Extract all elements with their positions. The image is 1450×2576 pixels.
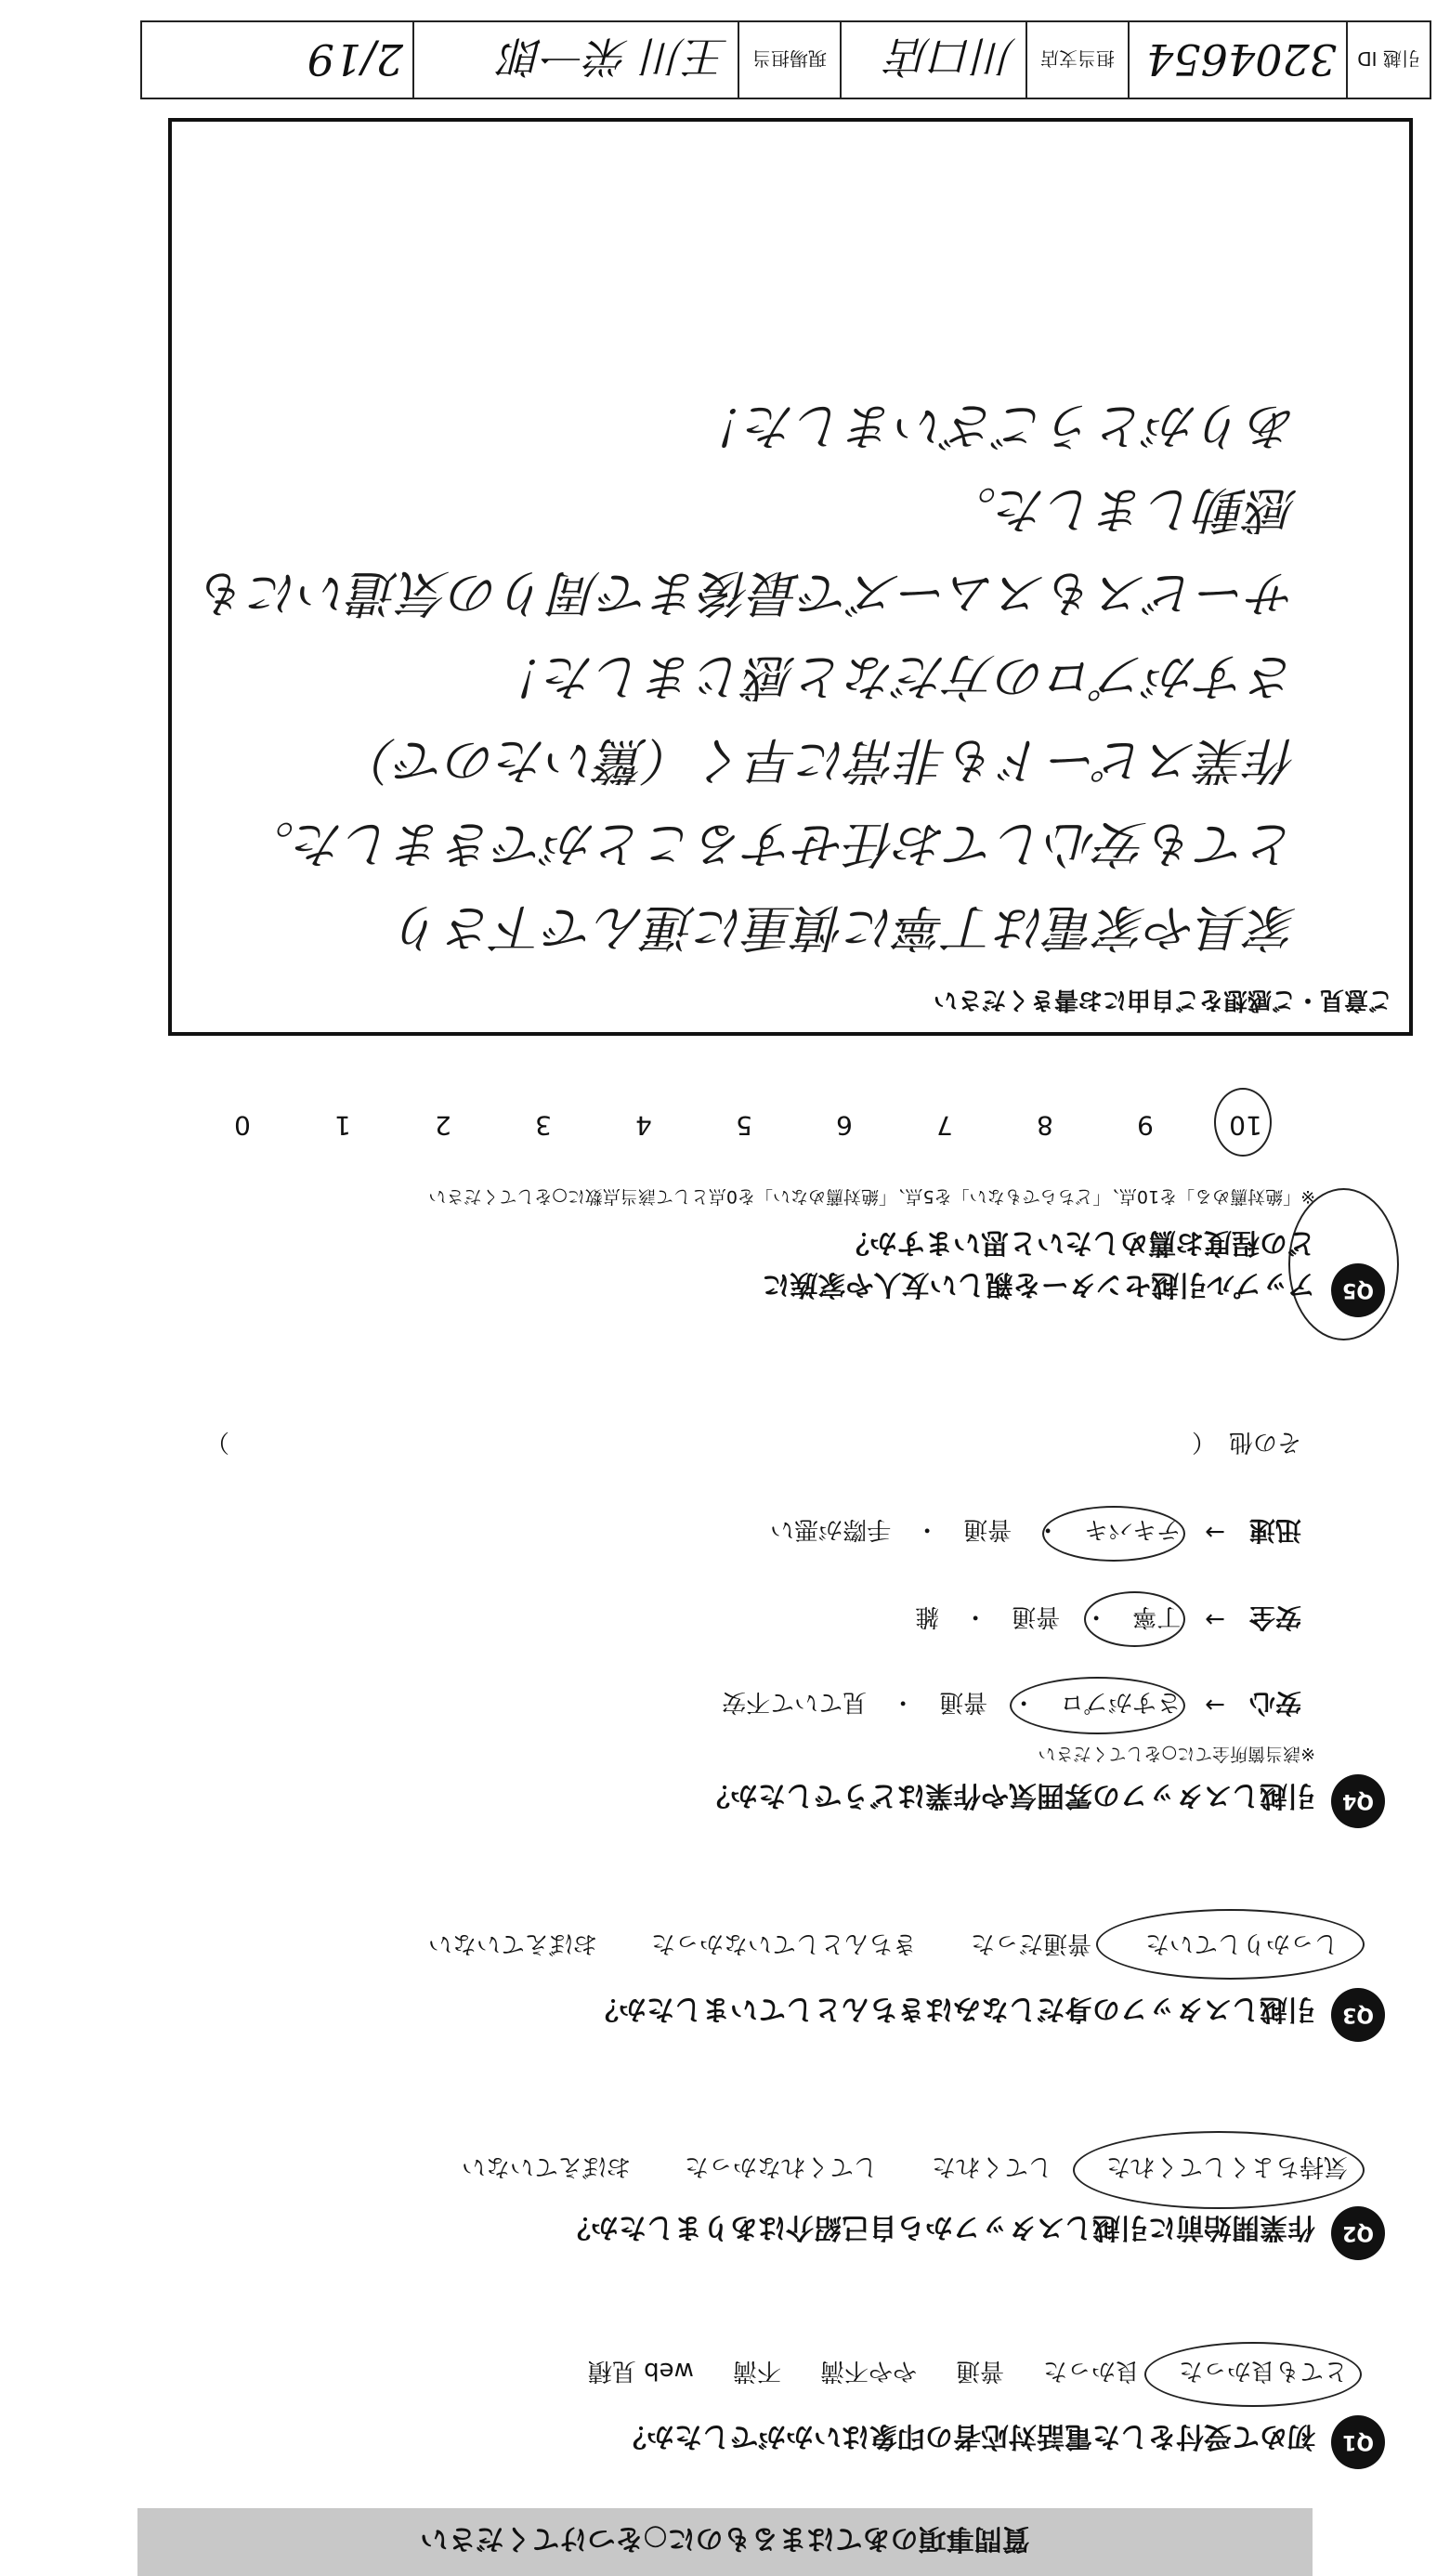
comment-line: 作業スピードも非常に早く（驚いたので） [346, 731, 1298, 790]
q5-score[interactable]: 6 [836, 1110, 853, 1141]
comment-line: サービスもスムーズで最後まで周りの気遣いにも [199, 564, 1298, 622]
q4-row-anzen: 安全 → 丁寧 ・ 普通 ・ 雑 [915, 1601, 1301, 1638]
q4-other-row: その他 （ ） [205, 1427, 1301, 1461]
comment-line: さすがプロの方だなと感じました！ [495, 647, 1298, 706]
q3-option[interactable]: 普通だった [970, 1929, 1091, 1957]
q5-score[interactable]: 5 [736, 1110, 752, 1141]
q4-option[interactable]: 見ていて不安 [722, 1688, 868, 1717]
arrow-icon: → [1205, 1691, 1225, 1719]
q1-option[interactable]: やや不満 [819, 2357, 917, 2385]
q1-option[interactable]: web 見積 [587, 2357, 694, 2385]
q1-option[interactable]: 普通 [955, 2357, 1004, 2385]
q3-option[interactable]: きちんとしていなかった [650, 1929, 917, 1957]
q4-category: 安心 [1248, 1688, 1301, 1719]
q2-text: 作業開始前に引越しスタッフから自己紹介はありましたか？ [563, 2211, 1315, 2243]
q2-option[interactable]: 気持ちよくしてくれた [1105, 2152, 1348, 2180]
q4-option[interactable]: 手際が悪い [770, 1515, 892, 1544]
q5-score[interactable]: 3 [535, 1110, 552, 1141]
date-value: 2/19 [307, 34, 403, 85]
q5-score[interactable]: 8 [1037, 1110, 1053, 1141]
q4-badge: Q4 [1331, 1774, 1385, 1828]
q5-scale [224, 1110, 1264, 1141]
q3-option[interactable]: しっかりしていた [1144, 1929, 1339, 1957]
arrow-icon: → [1205, 1518, 1225, 1546]
q1-option[interactable]: とても良かった [1178, 2357, 1348, 2385]
id-label: 引越 ID [1357, 47, 1420, 70]
q4-answer-circle [1010, 1677, 1185, 1734]
comment-line: 家具や家電は丁寧に慎重に運んで下さり [395, 898, 1298, 957]
q2-answer-circle [1073, 2131, 1365, 2209]
q3-badge: Q3 [1331, 1988, 1385, 2042]
branch-label: 担当支店 [1040, 47, 1115, 70]
q1-option[interactable]: 良かった [1042, 2357, 1140, 2385]
q4-category: 迅速 [1248, 1515, 1301, 1546]
q4-row-jinsoku: 迅速 → テキパキ ・ 普通 ・ 手際が悪い [770, 1513, 1301, 1550]
instruction-banner: 質問事項のあてはまるものに○をつけてください [137, 2508, 1313, 2576]
q5-note: ※「絶対薦める」を10点、「どちらでもない」を5点、「絶対薦めない」を0点として該当点数に○をしてください [428, 1186, 1315, 1207]
q5-answer-circle [1214, 1088, 1272, 1157]
leader-value: 王川 栄一郎 [501, 32, 728, 83]
q4-option[interactable]: 普通 [963, 1515, 1012, 1544]
branch-value-cell [840, 22, 1025, 98]
q4-option[interactable]: 丁寧 [1132, 1602, 1182, 1631]
date-cell [142, 22, 412, 98]
leader-value-cell [412, 22, 738, 98]
id-label-cell [1346, 22, 1430, 98]
q4-option[interactable]: 雑 [915, 1602, 940, 1631]
q4-option[interactable]: 普通 [939, 1688, 988, 1717]
q4-note: ※該当箇所全てに○をしてください [1038, 1744, 1315, 1764]
id-value: 3204654 [1146, 34, 1337, 85]
header-table [140, 20, 1431, 99]
q5-score[interactable]: 0 [234, 1110, 251, 1141]
q3-option[interactable]: おぼえていない [427, 1929, 597, 1957]
q4-text: 引越しスタッフの雰囲気や作業はどうでしたか？ [702, 1779, 1315, 1811]
q4-option[interactable]: 普通 [1012, 1602, 1061, 1631]
q1-text: 初めて受付をした電話対応者の印象はいかがでしたか？ [619, 2420, 1315, 2452]
q4-answer-circle [1042, 1506, 1185, 1562]
q5-score[interactable]: 1 [334, 1110, 351, 1141]
comment-label: ご意見・ご感想をご自由にお書きください [933, 986, 1392, 1013]
leader-label-cell [738, 22, 840, 98]
q5-score[interactable]: 4 [635, 1110, 652, 1141]
q2-option[interactable]: してくれなかった [684, 2152, 878, 2180]
q4-category: 安全 [1248, 1602, 1301, 1633]
q5-score[interactable]: 7 [936, 1110, 953, 1141]
q2-option[interactable]: おぼえていない [461, 2152, 631, 2180]
q4-answer-circle [1084, 1591, 1185, 1647]
q1-answer-circle [1144, 2342, 1362, 2407]
q5-score[interactable]: 2 [435, 1110, 451, 1141]
branch-label-cell [1025, 22, 1128, 98]
q5-text-line2: どの程度お薦めしたいと思いますか？ [842, 1226, 1315, 1259]
q5-text-line1: アップル引越センターを親しい友人や家族に [762, 1268, 1315, 1301]
q4-option[interactable]: さすがプロ [1060, 1688, 1182, 1717]
q4-row-anshin: 安心 → さすがプロ ・ 普通 ・ 見ていて不安 [722, 1686, 1301, 1723]
q2-badge: Q2 [1331, 2206, 1385, 2260]
id-value-cell [1128, 22, 1346, 98]
branch-value: 川口店 [888, 32, 1016, 83]
arrow-icon: → [1205, 1605, 1225, 1633]
q3-answer-circle [1096, 1909, 1365, 1980]
q5-score[interactable]: 10 [1229, 1110, 1262, 1141]
comment-line: 感動しました。 [947, 480, 1298, 539]
comment-box[interactable] [168, 118, 1413, 1036]
q1-option[interactable]: 不満 [732, 2357, 781, 2385]
q4-other-label: その他 [1228, 1428, 1301, 1456]
leader-label: 現場担当 [752, 47, 827, 70]
q1-badge: Q1 [1331, 2415, 1385, 2469]
q2-option[interactable]: してくれた [931, 2152, 1052, 2180]
q5-score[interactable]: 9 [1137, 1110, 1154, 1141]
q5-badge: Q5 [1331, 1263, 1385, 1317]
comment-line: とても安心してお任せすることができました。 [244, 815, 1298, 873]
comment-line: ありがとうございました！ [696, 397, 1298, 455]
q3-text: 引越しスタッフの身だしなみはきちんとしていましたか？ [591, 1993, 1315, 2025]
q4-option[interactable]: テキパキ [1084, 1515, 1182, 1544]
